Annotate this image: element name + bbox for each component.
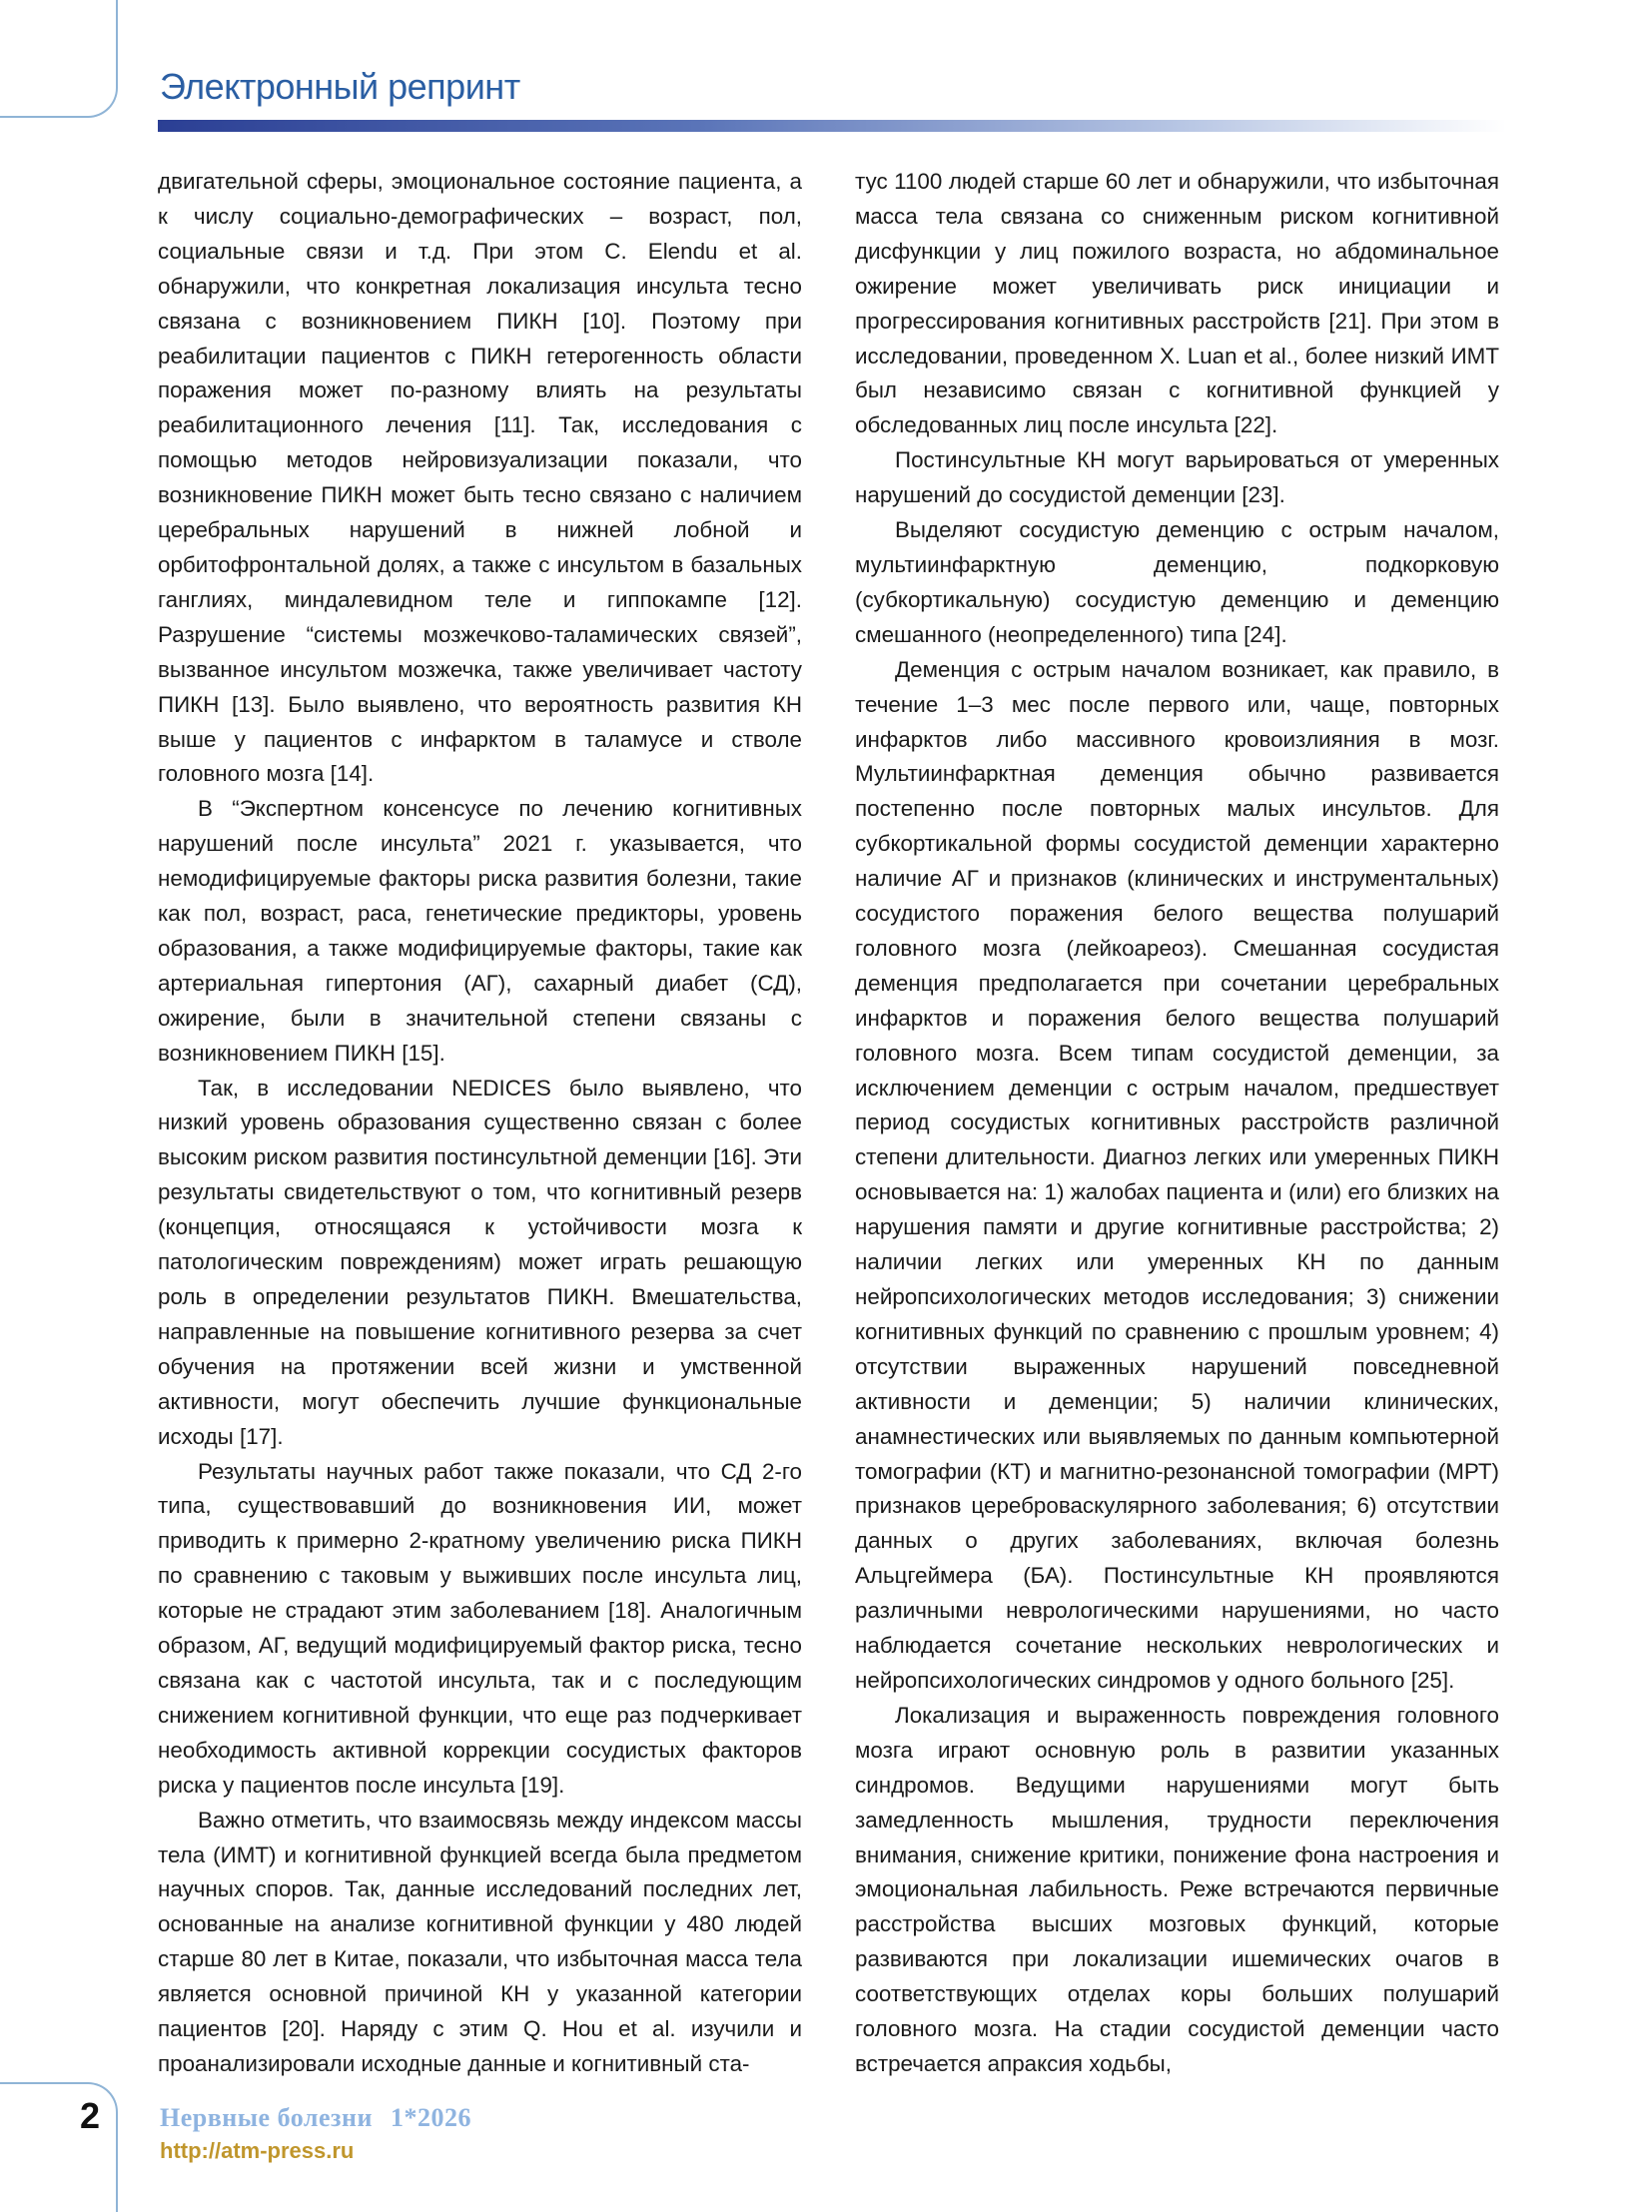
- header-title: Электронный репринт: [160, 66, 520, 107]
- website-link[interactable]: http://atm-press.ru: [160, 2138, 355, 2163]
- corner-decoration-bottom: [0, 2082, 118, 2212]
- paragraph: Так, в исследовании NEDICES было выявлено, что низкий уровень образования существенно связан с более высоким риском развития постинсультной деменции [16]. Эти результаты свидетельствуют о том, что когнитивный резерв (концепция, относящаяся к устойчивости мозга к патологическим повреждениям) может играть решающую роль в определении результатов ПИКН. Вмешательства, направленные на повышение когнитивного резерва за счет обучения на протяжении всей жизни и умственной активности, могут обеспечить лучшие функциональные исходы [17].: [158, 1075, 802, 1449]
- left-column: [158, 165, 802, 2082]
- paragraph: Постинсультные КН могут варьироваться от умеренных нарушений до сосудистой деменции [23].: [855, 447, 1499, 508]
- paragraph: двигательной сферы, эмоциональное состояние пациента, а к числу социально-демографических – возраст, пол, социальные связи и т.д. При этом C. Elendu et al. обнаружили, что конкретная локализация инсульта тесно связана с возникновением ПИКН [10]. Поэтому при реабилитации пациентов с ПИКН гетерогенность области поражения может по-разному влиять на результаты реабилитационного лечения [11]. Так, исследования с помощью методов нейровизуализации показали, что возникновение ПИКН может быть тесно связано с наличием церебральных нарушений в нижней лобной и орбитофронтальной долях, а также с инсультом в базальных ганглиях, миндалевидном теле и гиппокампе [12]. Разрушение “системы мозжечково-таламических связей”, вызванное инсультом мозжечка, также увеличивает частоту ПИКН [13]. Было выявлено, что вероятность развития КН выше у пациентов с инфарктом в таламусе и стволе головного мозга [14].: [158, 169, 802, 787]
- corner-decoration-top: [0, 0, 118, 118]
- paragraph: Выделяют сосудистую деменцию с острым началом, мультиинфарктную деменцию, подкорковую (субкортикальную) сосудистую деменцию и деменцию смешанного (неопределенного) типа [24].: [855, 517, 1499, 647]
- page-number: 2: [80, 2095, 101, 2136]
- paragraph: В “Экспертном консенсусе по лечению когнитивных нарушений после инсульта” 2021 г. указывается, что немодифицируемые факторы риска развития болезни, такие как пол, возраст, раса, генетические предикторы, уровень образования, а также модифицируемые факторы, такие как артериальная гипертония (АГ), сахарный диабет (СД), ожирение, были в значительной степени связаны с возникновением ПИКН [15].: [158, 796, 802, 1066]
- paragraph: тус 1100 людей старше 60 лет и обнаружили, что избыточная масса тела связана со сниженным риском когнитивной дисфункции у лиц пожилого возраста, но абдоминальное ожирение может увеличивать риск инициации и прогрессирования когнитивных расстройств [21]. При этом в исследовании, проведенном X. Luan et al., более низкий ИМТ был независимо связан с когнитивной функцией у обследованных лиц после инсульта [22].: [855, 169, 1499, 438]
- paragraph: Результаты научных работ также показали, что СД 2-го типа, существовавший до возникновения ИИ, может приводить к примерно 2-кратному увеличению риска ПИКН по сравнению с таковым у выживших после инсульта лиц, которые не страдают этим заболеванием [18]. Аналогичным образом, АГ, ведущий модифицируемый фактор риска, тесно связана как с частотой инсульта, так и с последующим снижением когнитивной функции, что еще раз подчеркивает необходимость активной коррекции сосудистых факторов риска у пациентов после инсульта [19].: [158, 1458, 802, 1798]
- paragraph: Деменция с острым началом возникает, как правило, в течение 1–3 мес после первого или, чаще, повторных инфарктов либо массивного кровоизлияния в мозг. Мультиинфарктная деменция обычно развивается постепенно после повторных малых инсультов. Для субкортикальной формы сосудистой деменции характерно наличие АГ и признаков (клинических и инструментальных) сосудистого поражения белого вещества полушарий головного мозга (лейкоареоз). Смешанная сосудистая деменция предполагается при сочетании церебральных инфарктов и поражения белого вещества полушарий головного мозга. Всем типам сосудистой деменции, за исключением деменции с острым началом, предшествует период сосудистых когнитивных расстройств различной степени длительности. Диагноз легких или умеренных ПИКН основывается на: 1) жалобах пациента и (или) его близких на нарушения памяти и другие когнитивные расстройства; 2) наличии легких или умеренных КН по данным нейропсихологических методов исследования; 3) снижении когнитивных функций по сравнению с прошлым уровнем; 4) отсутствии выраженных нарушений повседневной активности и деменции; 5) наличии клинических, анамнестических или выявляемых по данным компьютерной томографии (КТ) и магнитно-резонансной томографии (МРТ) признаков цереброваскулярного заболевания; 6) отсутствии данных о других заболеваниях, включая болезнь Альцгеймера (БА). Постинсультные КН проявляются различными неврологическими нарушениями, но часто наблюдается сочетание нескольких неврологических и нейропсихологических синдромов у одного больного [25].: [855, 656, 1499, 1693]
- journal-name: Нервные болезни: [160, 2103, 373, 2132]
- paragraph: Важно отметить, что взаимосвязь между индексом массы тела (ИМТ) и когнитивной функцией всегда была предметом научных споров. Так, данные исследований последних лет, основанные на анализе когнитивной функции у 480 людей старше 80 лет в Китае, показали, что избыточная масса тела является основной причиной КН у указанной категории пациентов [20]. Наряду с этим Q. Hou et al. изучили и проанализировали исходные данные и когнитивный ста-: [158, 1807, 802, 2076]
- header-gradient-bar: [158, 120, 1506, 132]
- right-column: [855, 165, 1499, 2082]
- journal-title: [160, 2103, 471, 2133]
- paragraph: Локализация и выраженность повреждения головного мозга играют основную роль в развитии указанных синдромов. Ведущими нарушениями могут быть замедленность мышления, трудности переключения внимания, снижение критики, понижение фона настроения и эмоциональная лабильность. Реже встречаются первичные расстройства высших мозговых функций, которые развиваются при локализации ишемических очагов в соответствующих отделах коры больших полушарий головного мозга. На стадии сосудистой деменции часто встречается апраксия ходьбы,: [855, 1702, 1499, 2076]
- journal-issue: 1*2026: [390, 2103, 471, 2132]
